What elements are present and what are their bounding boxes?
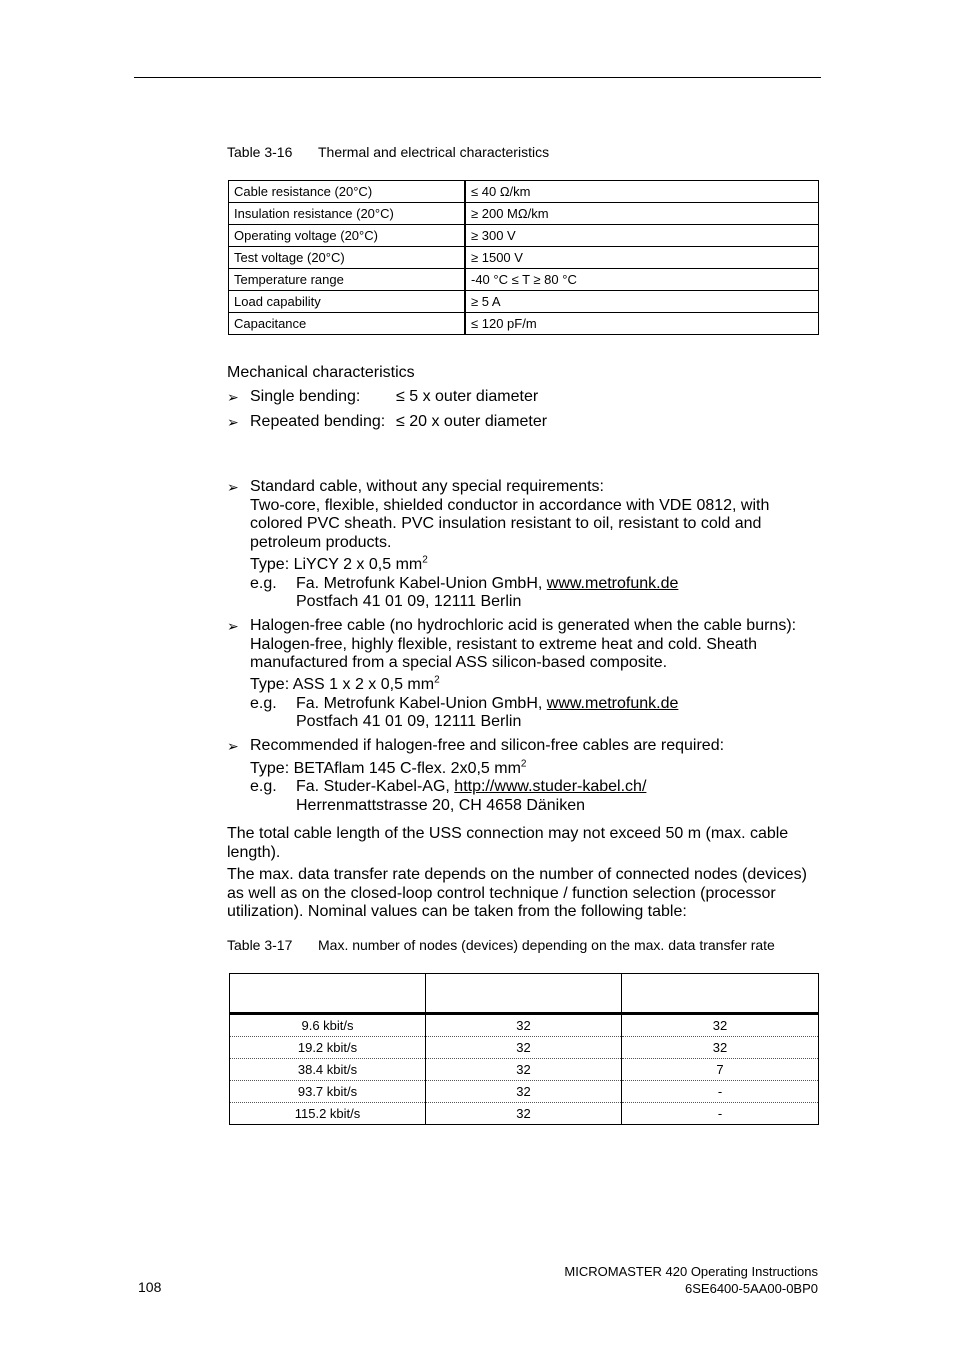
cable-description-line: Two-core, flexible, shielded conductor in accordance with VDE 0812, with <box>250 496 770 514</box>
table-row <box>230 1059 819 1081</box>
table-cell: 7 <box>622 1059 819 1081</box>
table-cell: 19.2 kbit/s <box>230 1037 426 1059</box>
cable-type-text: Type: LiYCY 2 x 0,5 mm <box>250 556 423 573</box>
table-row <box>230 1037 819 1059</box>
table-cell: 32 <box>426 1103 622 1125</box>
header-divider <box>621 993 622 1013</box>
table-cell: 115.2 kbit/s <box>230 1103 426 1125</box>
table2-caption-text: Max. number of nodes (devices) depending on the max. data transfer rate <box>318 937 775 953</box>
cable-description-line: manufactured from a special ASS silicon-based composite. <box>250 654 668 671</box>
bullet-icon: ➢ <box>227 618 239 634</box>
supplier-name: Fa. Metrofunk Kabel-Union GmbH, <box>296 695 547 712</box>
halogen-free-cable-block <box>250 617 796 673</box>
table2-caption-number: Table 3-17 <box>227 937 293 953</box>
paragraph-line: length). <box>227 843 281 861</box>
paragraph-line: The max. data transfer rate depends on the number of connected nodes (devices) <box>227 866 807 883</box>
table-cell: 93.7 kbit/s <box>230 1081 426 1103</box>
cable-length-paragraph <box>227 825 788 862</box>
table-cell: 38.4 kbit/s <box>230 1059 426 1081</box>
cable-type-text: Type: BETAflam 145 C-flex. 2x0,5 mm <box>250 760 521 777</box>
table-cell: Capacitance <box>229 313 466 335</box>
table-cell: - <box>717 1106 723 1121</box>
table-header-cell <box>230 974 426 1014</box>
superscript: 2 <box>422 554 428 566</box>
supplier-link[interactable]: www.metrofunk.de <box>546 575 679 592</box>
transfer-rate-paragraph <box>227 866 807 922</box>
bullet-icon: ➢ <box>227 389 239 405</box>
cable-title: Recommended if halogen-free and silicon-free cables are required: <box>250 737 725 754</box>
table-cell: Insulation resistance (20°C) <box>229 203 466 225</box>
table-cell: ≤ 120 pF/m <box>465 313 819 335</box>
cable-description-line: petroleum products. <box>250 533 392 551</box>
table-cell: ≥ 5 A <box>465 291 819 313</box>
repeated-bending-label: Repeated bending: <box>250 413 386 430</box>
table-cell: 32 <box>426 1014 622 1037</box>
table-cell: 32 <box>426 1081 622 1103</box>
nodes-transfer-rate-table <box>229 973 819 1125</box>
supplier-name: Fa. Metrofunk Kabel-Union GmbH, <box>296 575 547 592</box>
paragraph-line: The total cable length of the USS connection may not exceed 50 m (max. cable <box>227 825 789 842</box>
table-cell: Test voltage (20°C) <box>229 247 466 269</box>
standard-cable-block <box>250 478 769 552</box>
single-bending-label: Single bending: <box>250 388 361 405</box>
table-row <box>230 1014 819 1037</box>
table-row <box>229 313 819 335</box>
table-header-row <box>230 974 819 1014</box>
supplier-name: Fa. Studer-Kabel-AG, <box>296 778 455 795</box>
table-cell: 32 <box>622 1014 819 1037</box>
superscript: 2 <box>434 674 440 686</box>
single-bending-value: ≤ 5 x outer diameter <box>396 388 539 405</box>
bullet-icon: ➢ <box>227 414 239 430</box>
bullet-icon: ➢ <box>227 479 239 495</box>
supplier-line <box>296 778 646 797</box>
cable-type-text: Type: ASS 1 x 2 x 0,5 mm <box>250 676 435 693</box>
table-row <box>229 247 819 269</box>
table-row <box>230 1103 819 1125</box>
supplier-link[interactable]: www.metrofunk.de <box>546 695 679 712</box>
table-row <box>229 203 819 225</box>
table-cell: - <box>622 1081 819 1103</box>
bullet-icon: ➢ <box>227 738 239 754</box>
table-row <box>230 1081 819 1103</box>
header-rule <box>134 77 821 78</box>
table-row <box>229 269 819 291</box>
thermal-electrical-table <box>228 180 819 335</box>
table-cell: 32 <box>622 1037 819 1059</box>
table-row <box>229 291 819 313</box>
table2-caption <box>227 937 775 953</box>
superscript: 2 <box>520 758 527 770</box>
eg-label: e.g. <box>250 575 277 592</box>
table-cell: ≥ 1500 V <box>465 247 819 269</box>
table1-caption-text: Thermal and electrical characteristics <box>318 144 550 160</box>
supplier-address: Postfach 41 01 09, 12111 Berlin <box>296 713 522 730</box>
repeated-bending-value: ≤ 20 x outer diameter <box>396 413 548 430</box>
mechanical-heading: Mechanical characteristics <box>227 364 415 381</box>
supplier-line <box>296 695 678 714</box>
table-row <box>229 225 819 247</box>
cable-description-line: colored PVC sheath. PVC insulation resistant to oil, resistant to cold and <box>250 515 762 532</box>
table-header-cell <box>426 974 622 1014</box>
table-cell: -40 °C ≤ T ≥ 80 °C <box>465 269 819 291</box>
table-row <box>229 181 819 203</box>
cable-type <box>250 556 428 575</box>
footer-doc-id: 6SE6400-5AA00-0BP0 <box>685 1281 818 1296</box>
table-cell: ≤ 40 Ω/km <box>465 181 819 203</box>
eg-label: e.g. <box>250 695 277 712</box>
eg-label: e.g. <box>250 778 277 795</box>
cable-description-line: Halogen-free, highly flexible, resistant to extreme heat and cold. Sheath <box>250 635 757 653</box>
table-cell: Load capability <box>229 291 466 313</box>
page-number: 108 <box>138 1279 162 1295</box>
cable-type <box>250 760 526 779</box>
table-cell: Temperature range <box>229 269 466 291</box>
supplier-link[interactable]: http://www.studer-kabel.ch/ <box>454 778 647 795</box>
paragraph-line: as well as on the closed-loop control technique / function selection (processor <box>227 884 776 902</box>
table-cell: 32 <box>426 1037 622 1059</box>
table-cell: 9.6 kbit/s <box>230 1014 426 1037</box>
cable-title: Standard cable, without any special requirements: <box>250 478 604 495</box>
table1-caption-number: Table 3-16 <box>227 144 293 160</box>
table-cell: Operating voltage (20°C) <box>229 225 466 247</box>
table-cell: Cable resistance (20°C) <box>229 181 466 203</box>
supplier-address: Herrenmattstrasse 20, CH 4658 Däniken <box>296 797 586 814</box>
table-cell: ≥ 300 V <box>465 225 819 247</box>
cable-title: Halogen-free cable (no hydrochloric acid is generated when the cable burns): <box>250 617 797 634</box>
table-cell: ≥ 200 MΩ/km <box>465 203 819 225</box>
footer-product: MICROMASTER 420 Operating Instructions <box>564 1264 818 1279</box>
supplier-address: Postfach 41 01 09, 12111 Berlin <box>296 593 522 610</box>
table-header-cell <box>622 974 819 1014</box>
cable-type <box>250 676 440 695</box>
table-cell: 32 <box>426 1059 622 1081</box>
paragraph-line: utilization). Nominal values can be taken from the following table: <box>227 903 687 920</box>
supplier-line <box>296 575 678 594</box>
table1-caption <box>227 144 549 160</box>
